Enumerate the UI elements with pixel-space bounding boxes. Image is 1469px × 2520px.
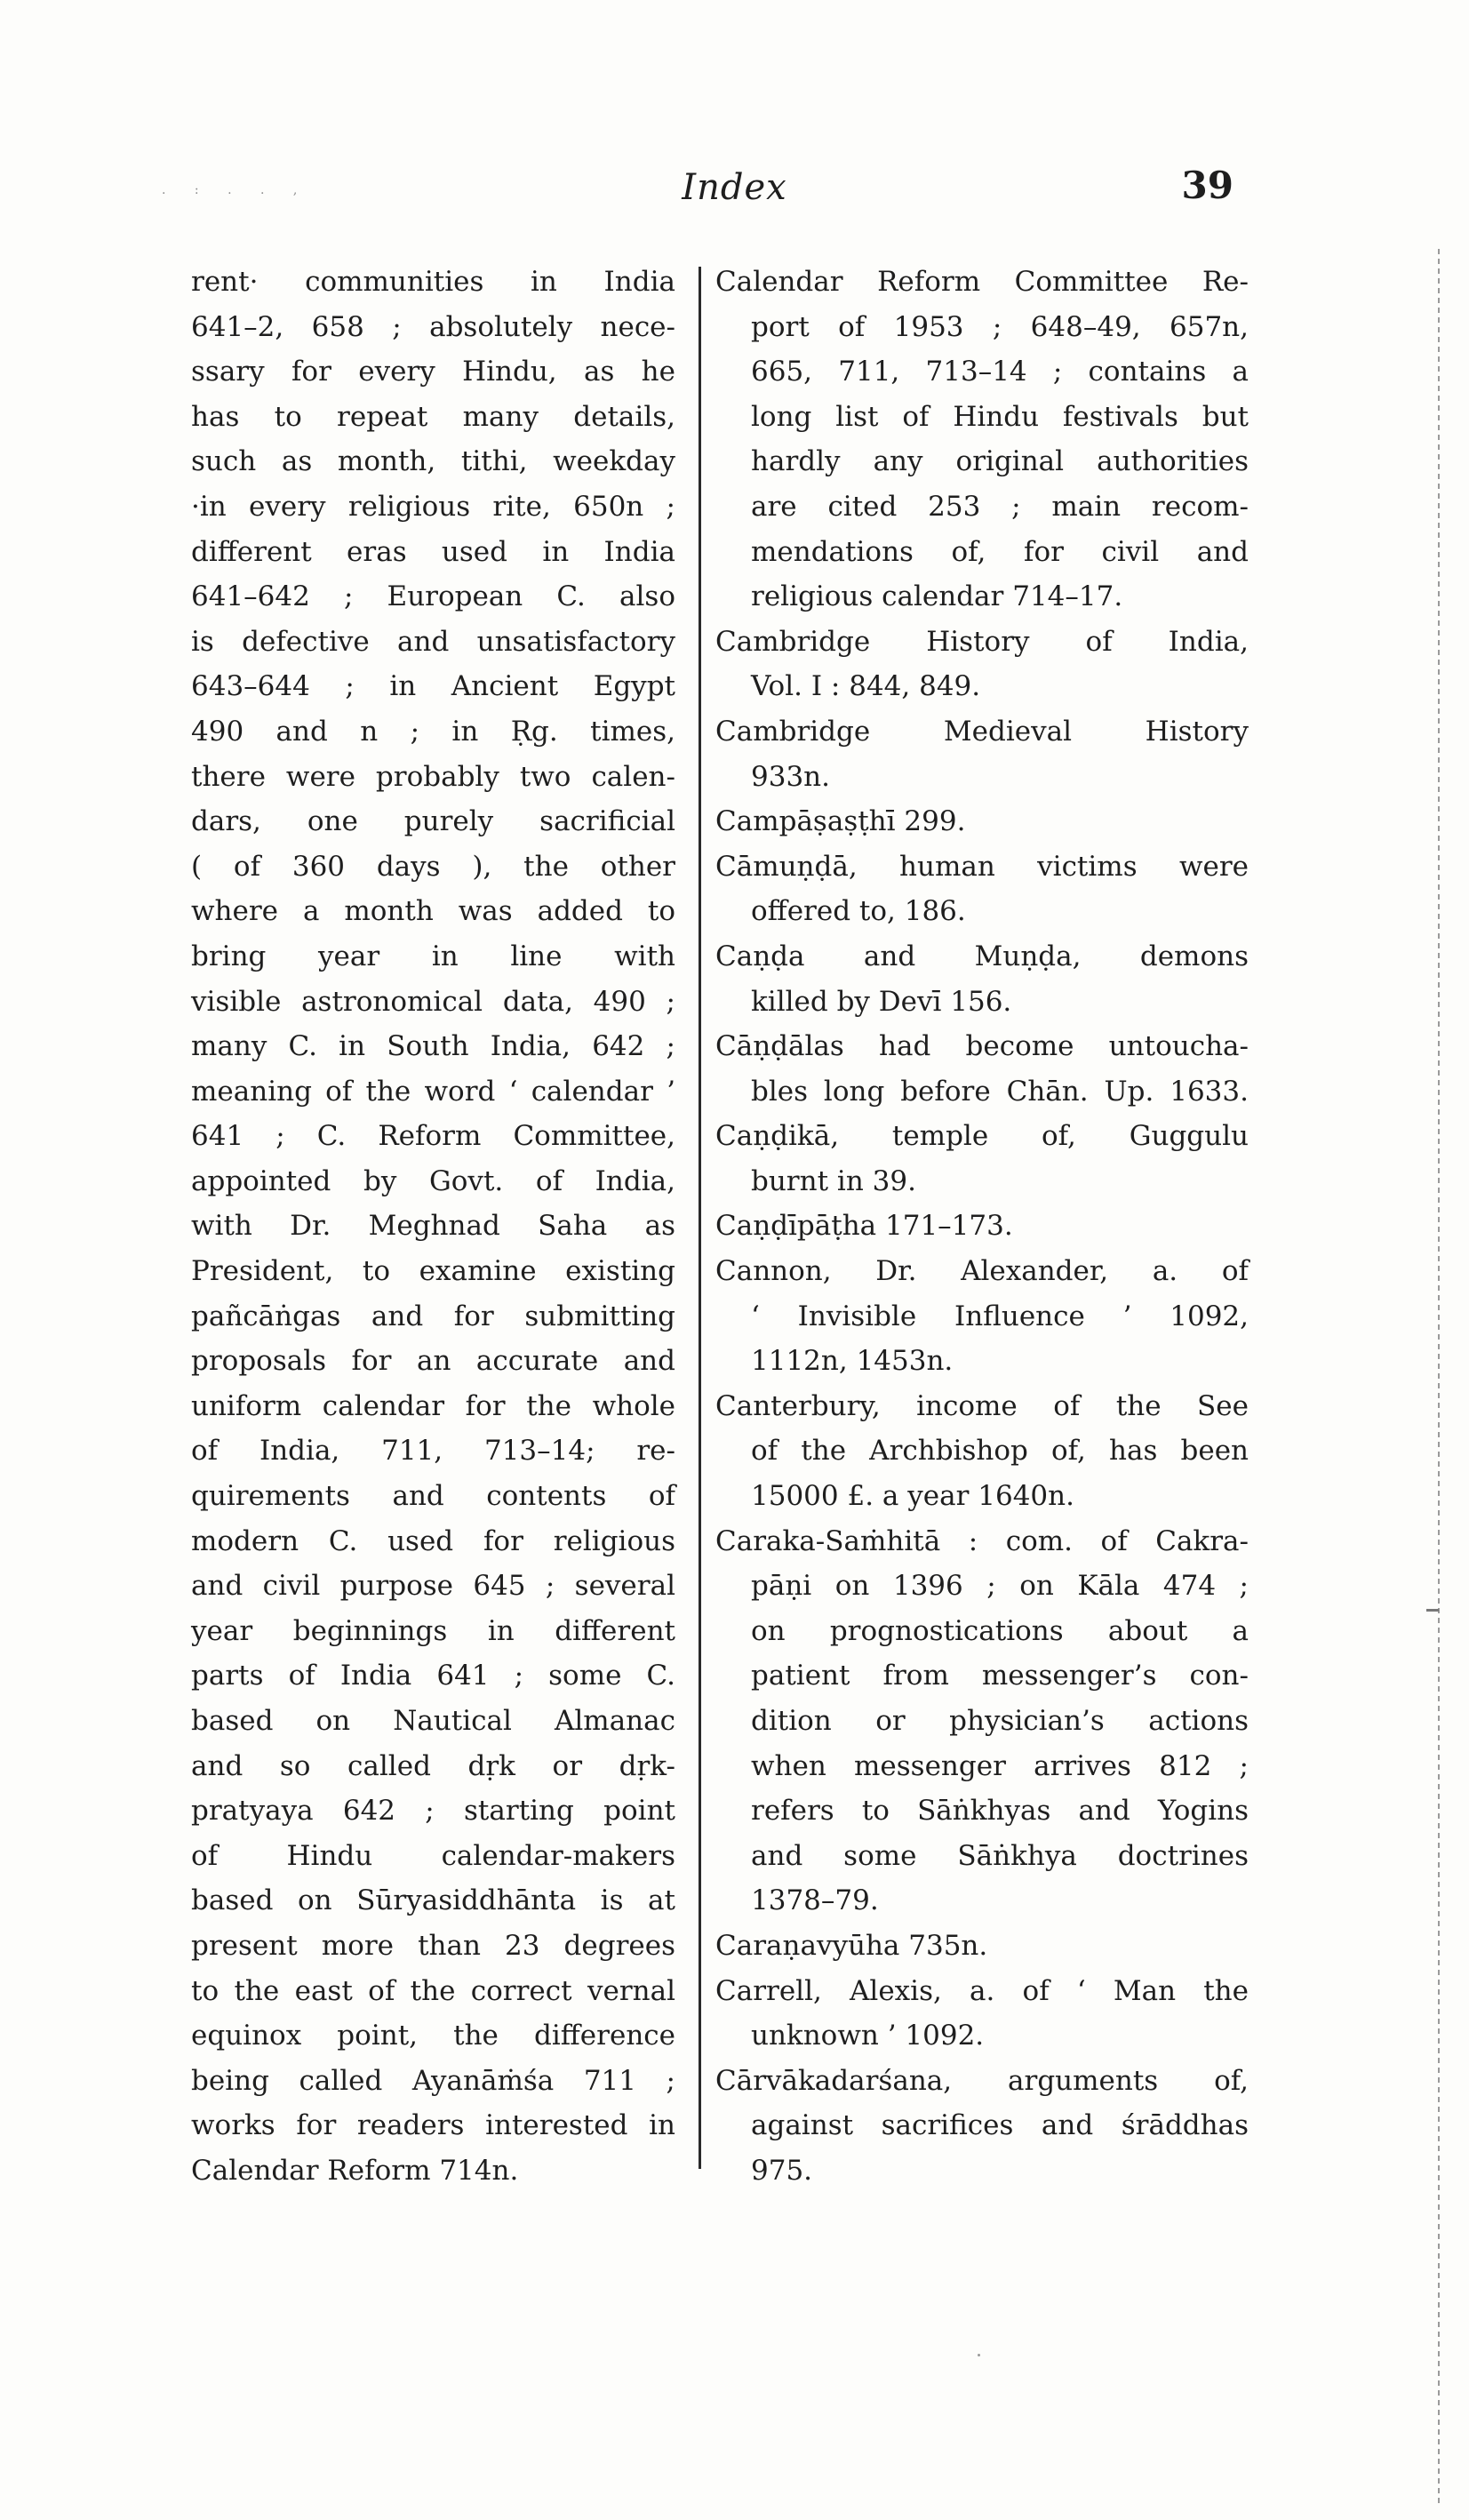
- index-line: bles long before Chān. Up. 1633.: [751, 1075, 1249, 1108]
- index-line: and so called dṛk or dṛk-: [191, 1749, 675, 1782]
- index-line: hardly any original authorities: [751, 445, 1249, 478]
- index-line: President, to examine existing: [191, 1255, 675, 1288]
- index-line: 15000 £. a year 1640n.: [751, 1480, 1074, 1513]
- index-line: being called Ayanāṁśa 711 ;: [191, 2064, 675, 2097]
- index-line: 1378–79.: [751, 1884, 879, 1917]
- index-line: Caraṇavyūha 735n.: [715, 1929, 988, 1962]
- index-line: against sacrifices and śrāddhas: [751, 2109, 1249, 2142]
- index-line: long list of Hindu festivals but: [751, 400, 1249, 433]
- index-line: refers to Sāṅkhyas and Yogins: [751, 1795, 1249, 1828]
- index-line: meaning of the word ‘ calendar ’: [191, 1075, 675, 1108]
- page-number: 39: [1181, 164, 1233, 207]
- index-line: and civil purpose 645 ; several: [191, 1570, 675, 1603]
- index-line: modern C. used for religious: [191, 1524, 675, 1557]
- index-line: offered to, 186.: [751, 895, 966, 928]
- index-line: 665, 711, 713–14 ; contains a: [751, 356, 1249, 388]
- index-line: there were probably two calen-: [191, 760, 675, 793]
- page-title: Index: [682, 167, 787, 208]
- index-line: is defective and unsatisfactory: [191, 625, 675, 658]
- index-line: to the east of the correct vernal: [191, 1974, 675, 2007]
- index-line: when messenger arrives 812 ;: [751, 1749, 1249, 1782]
- index-line: different eras used in India: [191, 535, 675, 568]
- index-line: Caraka-Saṁhitā : com. of Cakra-: [715, 1524, 1249, 1557]
- index-line: pāṇi on 1396 ; on Kāla 474 ;: [751, 1570, 1249, 1603]
- index-line: where a month was added to: [191, 895, 675, 928]
- index-line: are cited 253 ; main recom-: [751, 490, 1249, 523]
- index-line: Caṇḍikā, temple of, Guggulu: [715, 1120, 1249, 1153]
- index-line: 641–2, 658 ; absolutely nece-: [191, 310, 675, 343]
- page-edge-tick: [1426, 1609, 1439, 1612]
- index-line: Cāṇḍālas had become untoucha-: [715, 1030, 1249, 1063]
- index-line: Cārvākadarśana, arguments of,: [715, 2064, 1249, 2097]
- index-line: present more than 23 degrees: [191, 1929, 675, 1962]
- index-line: 933n.: [751, 760, 830, 793]
- index-line: parts of India 641 ; some C.: [191, 1660, 675, 1692]
- index-line: many C. in South India, 642 ;: [191, 1030, 675, 1063]
- index-line: of the Archbishop of, has been: [751, 1435, 1249, 1468]
- index-column-left: [191, 260, 675, 2194]
- page-edge-rule: [1438, 249, 1440, 2507]
- index-line: works for readers interested in: [191, 2109, 675, 2142]
- index-line: port of 1953 ; 648–49, 657n,: [751, 310, 1249, 343]
- index-line: dition or physician’s actions: [751, 1705, 1249, 1737]
- index-line: ·in every religious rite, 650n ;: [191, 490, 675, 523]
- index-line: Calendar Reform Committee Re-: [715, 266, 1249, 298]
- index-line: burnt in 39.: [751, 1164, 916, 1197]
- index-line: ( of 360 days ), the other: [191, 850, 675, 883]
- index-line: appointed by Govt. of India,: [191, 1164, 675, 1197]
- index-column-right: [715, 260, 1249, 2194]
- index-line: bring year in line with: [191, 940, 675, 972]
- index-line: 643–644 ; in Ancient Egypt: [191, 670, 675, 703]
- index-line: Carrell, Alexis, a. of ‘ Man the: [715, 1974, 1249, 2007]
- index-line: unknown ’ 1092.: [751, 2020, 985, 2052]
- index-line: Calendar Reform 714n.: [191, 2154, 519, 2187]
- index-line: uniform calendar for the whole: [191, 1389, 675, 1422]
- index-line: of Hindu calendar-makers: [191, 1839, 675, 1872]
- index-line: on prognostications about a: [751, 1614, 1249, 1647]
- index-line: Cambridge History of India,: [715, 625, 1249, 658]
- index-line: Canterbury, income of the See: [715, 1389, 1249, 1422]
- index-line: such as month, tithi, weekday: [191, 445, 675, 478]
- index-line: rent· communities in India: [191, 266, 675, 298]
- index-line: Caṇḍīpāṭha 171–173.: [715, 1210, 1013, 1243]
- index-line: pratyaya 642 ; starting point: [191, 1795, 675, 1828]
- paper-speck: [978, 2354, 980, 2356]
- index-line: killed by Devī 156.: [751, 985, 1012, 1018]
- index-line: equinox point, the difference: [191, 2020, 675, 2052]
- column-divider: [699, 267, 701, 2169]
- index-line: and some Sāṅkhya doctrines: [751, 1839, 1249, 1872]
- index-line: of India, 711, 713–14; re-: [191, 1435, 675, 1468]
- index-line: ‘ Invisible Influence ’ 1092,: [751, 1300, 1249, 1332]
- index-line: 641–642 ; European C. also: [191, 580, 675, 613]
- index-line: ssary for every Hindu, as he: [191, 356, 675, 388]
- running-head: [0, 158, 1469, 220]
- index-line: 641 ; C. Reform Committee,: [191, 1120, 675, 1153]
- index-line: 1112n, 1453n.: [751, 1345, 954, 1378]
- index-line: Cambridge Medieval History: [715, 715, 1249, 748]
- index-line: has to repeat many details,: [191, 400, 675, 433]
- index-line: pañcāṅgas and for submitting: [191, 1300, 675, 1332]
- index-line: year beginnings in different: [191, 1614, 675, 1647]
- index-line: Campāṣaṣṭhī 299.: [715, 805, 966, 838]
- index-line: proposals for an accurate and: [191, 1345, 675, 1378]
- index-line: with Dr. Meghnad Saha as: [191, 1210, 675, 1243]
- index-line: based on Nautical Almanac: [191, 1705, 675, 1737]
- index-line: 490 and n ; in Ṛg. times,: [191, 715, 675, 748]
- index-line: Caṇḍa and Muṇḍa, demons: [715, 940, 1249, 972]
- index-line: quirements and contents of: [191, 1480, 675, 1513]
- index-line: 975.: [751, 2154, 813, 2187]
- index-line: mendations of, for civil and: [751, 535, 1249, 568]
- index-line: patient from messenger’s con-: [751, 1660, 1249, 1692]
- index-line: visible astronomical data, 490 ;: [191, 985, 675, 1018]
- index-line: Vol. I : 844, 849.: [751, 670, 981, 703]
- header-marks: . : . . ,: [162, 183, 310, 197]
- index-line: dars, one purely sacrificial: [191, 805, 675, 838]
- index-line: based on Sūryasiddhānta is at: [191, 1884, 675, 1917]
- index-line: religious calendar 714–17.: [751, 580, 1123, 613]
- index-line: Cāmuṇḍā, human victims were: [715, 850, 1249, 883]
- index-line: Cannon, Dr. Alexander, a. of: [715, 1255, 1249, 1288]
